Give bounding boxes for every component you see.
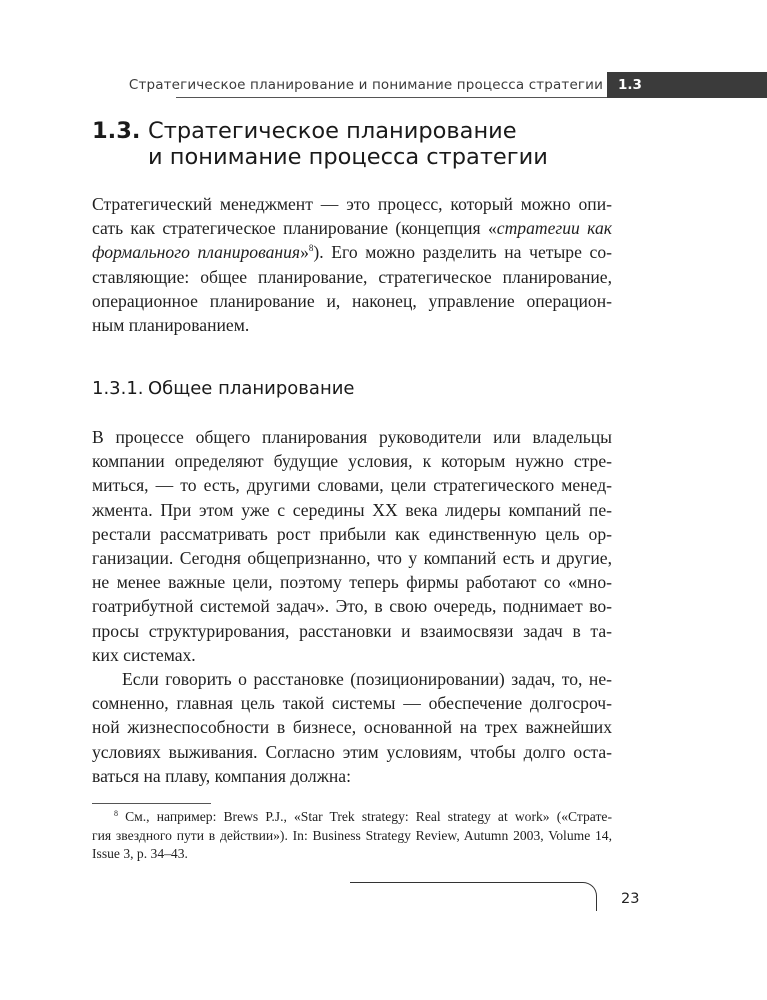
section-title xyxy=(148,118,548,170)
paragraph-line: гоатрибутной системой задач». Это, в свою очередь, поднимает во- xyxy=(92,596,612,617)
intro-line: Стратегический менеджмент — это процесс, который можно опи- xyxy=(92,194,612,214)
paragraph-line: просы структурирования, расстановки и взаимосвязи задач в та- xyxy=(92,620,612,641)
footer-bracket xyxy=(350,882,597,911)
paragraph-2 xyxy=(92,667,612,788)
footnote-marker: 8 xyxy=(114,809,118,818)
paragraph-line: миться, — то есть, другими словами, цели стратегического менед- xyxy=(92,475,612,496)
paragraph-line: компании определяют будущие условия, к которым нужно стре- xyxy=(92,451,612,472)
footnote xyxy=(92,808,612,864)
section-title-line-1: Стратегическое планирование xyxy=(148,118,517,144)
italic-concept: формального планирования xyxy=(92,242,301,263)
paragraph-line: ной жизнеспособности в бизнесе, основанной на трех важнейших xyxy=(92,717,612,738)
footnote-rule xyxy=(92,803,211,804)
footnote-line: Issue 3, p. 34–43. xyxy=(92,846,188,861)
footnote-reference[interactable]: 8 xyxy=(308,243,314,254)
paragraph-line: Если говорить о расстановке (позиционировании) задач, то, не- xyxy=(122,669,612,689)
section-heading xyxy=(92,118,548,170)
section-title-line-2: и понимание процесса стратегии xyxy=(148,144,548,170)
intro-line: ставляющие: общее планирование, стратегическое планирование, xyxy=(92,266,612,287)
footnote-line: гия звездного пути в действии»). In: Business Strategy Review, Autumn 2003, Volume 14, xyxy=(92,827,612,843)
intro-line: операционное планирование и, наконец, управление операцион- xyxy=(92,290,612,311)
running-header-title: Стратегическое планирование и понимание процесса стратегии xyxy=(128,77,603,93)
paragraph-line: ких системах. xyxy=(92,644,196,665)
page-number: 23 xyxy=(621,891,640,907)
intro-line: ным планированием. xyxy=(92,314,250,335)
section-number: 1.3. xyxy=(92,118,141,144)
subsection-number: 1.3.1. xyxy=(92,378,144,399)
intro-line: формального планирования»$^8$). Его можно разделить на четыре со- xyxy=(92,242,612,263)
subsection-title: Общее планирование xyxy=(148,378,355,399)
paragraph-line: сомненно, главная цель такой системы — обеспечение долгосроч- xyxy=(92,693,612,714)
section-tab: 1.3 xyxy=(607,72,767,98)
subsection-heading xyxy=(92,378,354,399)
header-rule xyxy=(176,97,607,98)
paragraph-1 xyxy=(92,425,612,667)
paragraph-line: условиях выживания. Согласно этим условиям, чтобы долго оста- xyxy=(92,741,612,762)
paragraph-line: ваться на плаву, компания должна: xyxy=(92,765,351,786)
intro-line: сать как стратегическое планирование (концепция «стратегии как xyxy=(92,218,612,239)
paragraph-line: ганизации. Сегодня общепризнанно, что у компаний есть и другие, xyxy=(92,547,612,568)
paragraph-line: не менее важные цели, поэтому теперь фирмы работают со «мно- xyxy=(92,572,612,593)
paragraph-line: В процессе общего планирования руководители или владельцы xyxy=(92,427,612,447)
paragraph-line: рестали рассматривать рост прибыли как единственную цель ор- xyxy=(92,523,612,544)
footnote-line: $^8$ См., например: Brews P.J., «Star Trek strategy: Real strategy at work» («Страте- xyxy=(114,809,612,824)
paragraph-line: жмента. При этом уже с середины XX века лидеры компаний пе- xyxy=(92,499,612,520)
italic-concept: стратегии как xyxy=(496,218,612,239)
intro-paragraph xyxy=(92,192,612,337)
